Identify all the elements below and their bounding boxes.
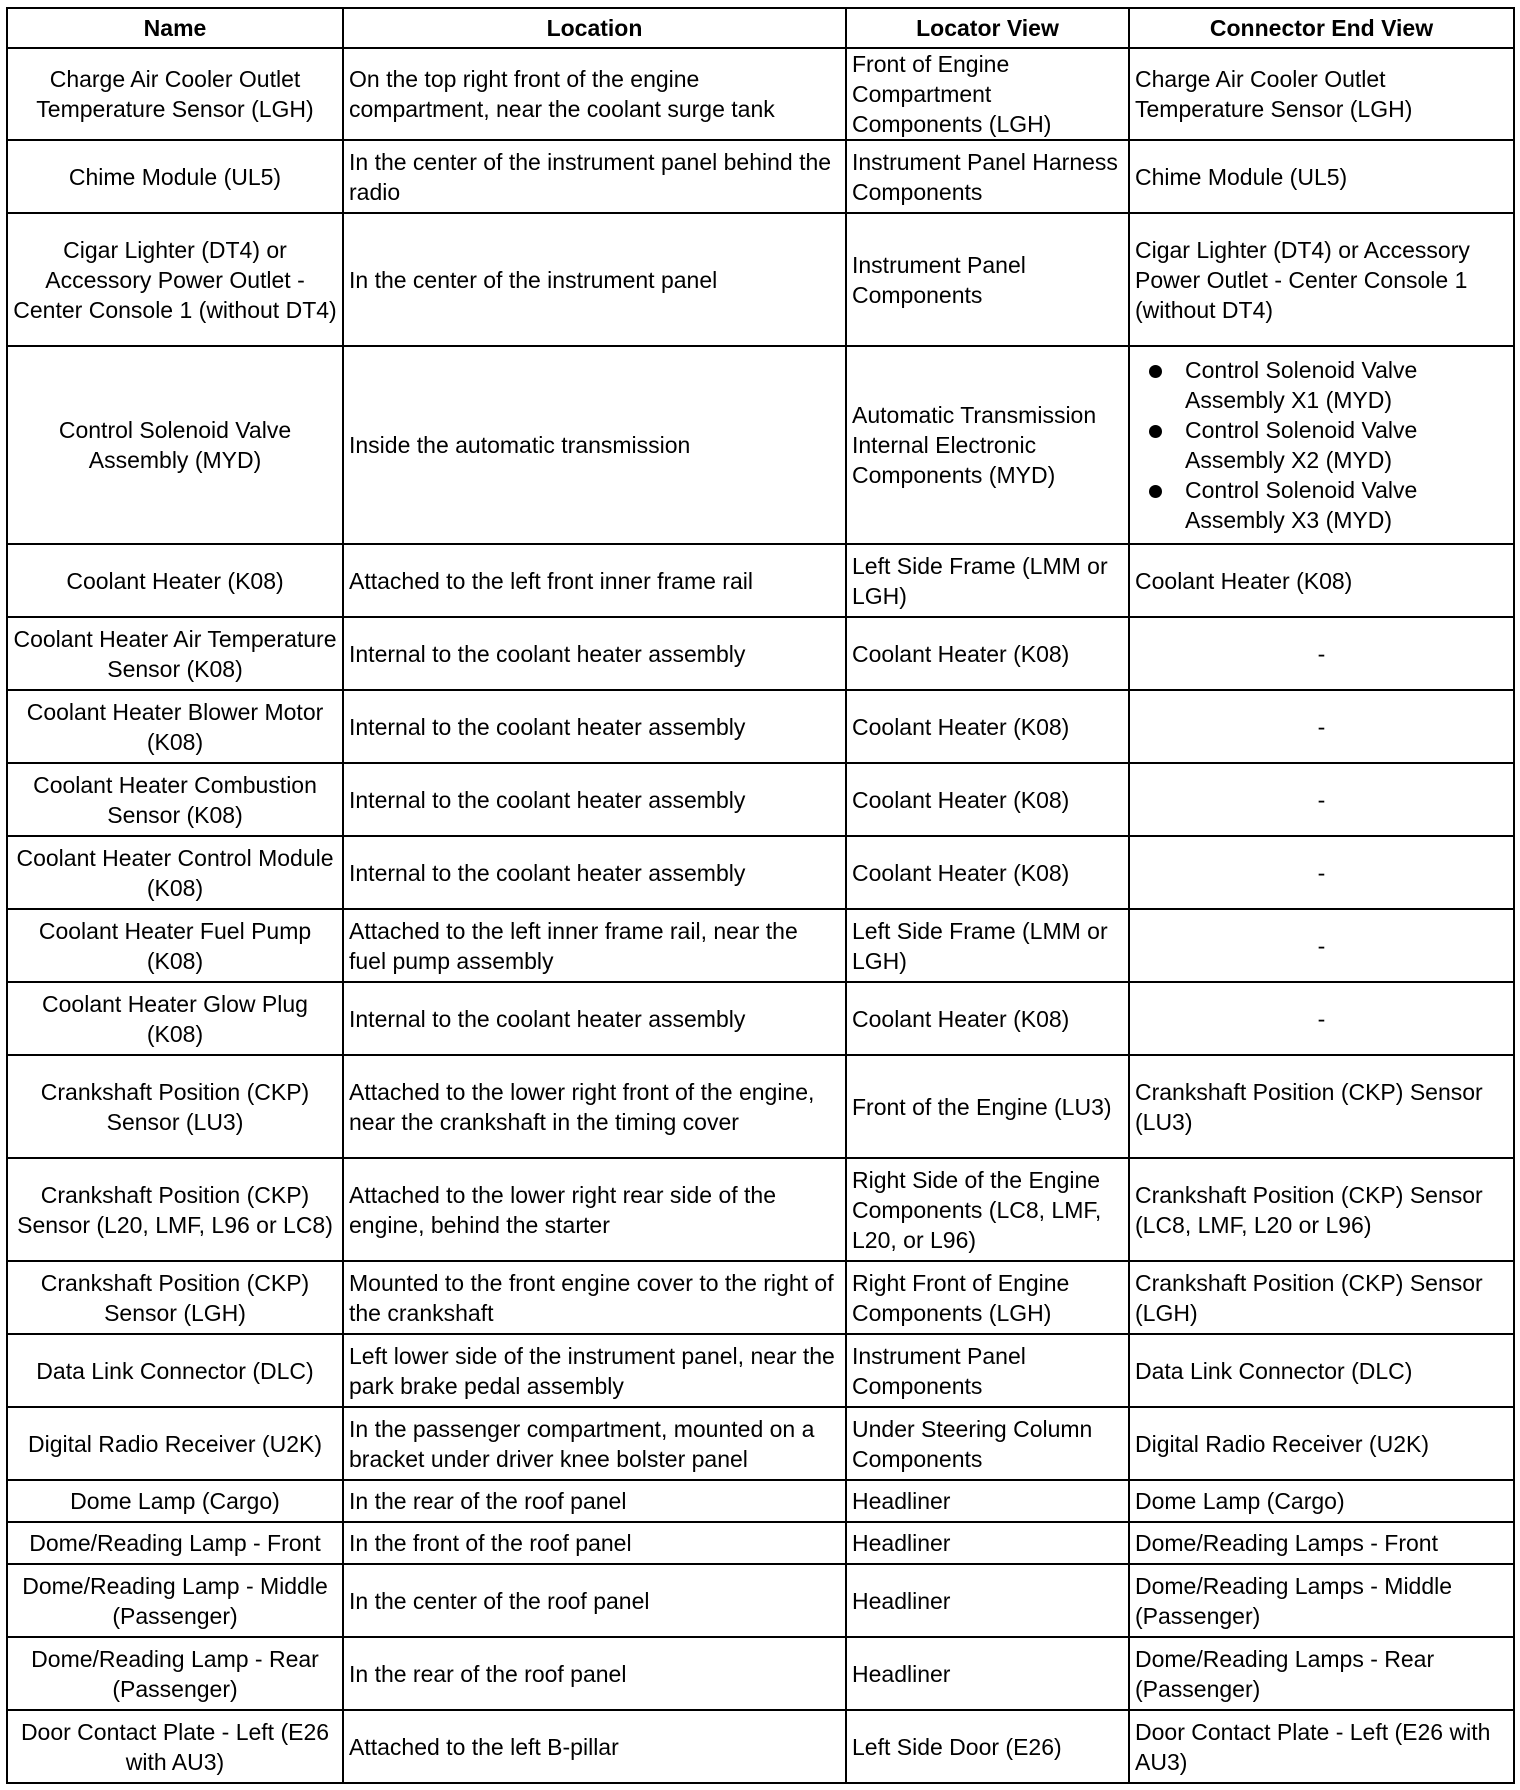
cell-locator-view-link[interactable]: Under Steering Column Components [846,1407,1129,1480]
cell-connector-end-view-link[interactable]: Cigar Lighter (DT4) or Accessory Power Outlet - Center Console 1 (without DT4) [1129,213,1514,346]
table-row [7,909,1514,982]
cell-location: Attached to the left inner frame rail, near the fuel pump assembly [343,909,846,982]
cell-name: Coolant Heater Control Module (K08) [7,836,343,909]
cell-connector-end-view-link[interactable]: Crankshaft Position (CKP) Sensor (LU3) [1129,1055,1514,1158]
header-connector-end-view: Connector End View [1129,8,1514,48]
cell-locator-view-link[interactable]: Coolant Heater (K08) [846,836,1129,909]
cell-locator-view-link[interactable]: Front of Engine Compartment Components (LGH) [846,48,1129,140]
cell-location: Internal to the coolant heater assembly [343,617,846,690]
cell-connector-end-view-link[interactable]: Coolant Heater (K08) [1129,544,1514,617]
cell-connector-end-view-link[interactable]: Dome/Reading Lamps - Rear (Passenger) [1129,1637,1514,1710]
cell-name: Data Link Connector (DLC) [7,1334,343,1407]
component-table [6,7,1515,1784]
cell-connector-end-view-link[interactable]: Charge Air Cooler Outlet Temperature Sensor (LGH) [1129,48,1514,140]
cell-name: Door Contact Plate - Left (E26 with AU3) [7,1710,343,1783]
cell-connector-end-view-link[interactable]: Dome/Reading Lamps - Front [1129,1522,1514,1564]
table-row [7,1564,1514,1637]
table-row [7,1637,1514,1710]
header-location: Location [343,8,846,48]
cell-locator-view-link[interactable]: Right Front of Engine Components (LGH) [846,1261,1129,1334]
cell-locator-view-link[interactable]: Coolant Heater (K08) [846,690,1129,763]
cell-location: Internal to the coolant heater assembly [343,690,846,763]
cell-name: Chime Module (UL5) [7,140,343,213]
connector-bullet-text: Control Solenoid Valve Assembly X3 (MYD) [1185,477,1418,533]
connector-bullet-text: Control Solenoid Valve Assembly X2 (MYD) [1185,417,1418,473]
cell-location: Attached to the left B-pillar [343,1710,846,1783]
cell-name: Digital Radio Receiver (U2K) [7,1407,343,1480]
cell-connector-end-view-link[interactable]: Data Link Connector (DLC) [1129,1334,1514,1407]
cell-location: Internal to the coolant heater assembly [343,836,846,909]
table-row [7,346,1514,544]
table-row [7,1158,1514,1261]
cell-name: Control Solenoid Valve Assembly (MYD) [7,346,343,544]
cell-name: Coolant Heater Blower Motor (K08) [7,690,343,763]
table-row [7,1522,1514,1564]
cell-connector-end-view-empty: - [1129,763,1514,836]
cell-connector-end-view-empty: - [1129,617,1514,690]
cell-locator-view-link[interactable]: Right Side of the Engine Components (LC8, LMF, L20, or L96) [846,1158,1129,1261]
cell-connector-end-view-link[interactable]: Chime Module (UL5) [1129,140,1514,213]
table-row [7,1710,1514,1783]
cell-location: Attached to the lower right front of the engine, near the crankshaft in the timing cover [343,1055,846,1158]
cell-name: Dome Lamp (Cargo) [7,1480,343,1522]
cell-locator-view-link[interactable]: Coolant Heater (K08) [846,982,1129,1055]
cell-location: In the center of the roof panel [343,1564,846,1637]
table-row [7,1407,1514,1480]
connector-bullet-item[interactable] [1149,475,1508,535]
cell-name: Coolant Heater Combustion Sensor (K08) [7,763,343,836]
cell-locator-view-link[interactable]: Headliner [846,1480,1129,1522]
cell-location: Internal to the coolant heater assembly [343,982,846,1055]
cell-name: Cigar Lighter (DT4) or Accessory Power Outlet - Center Console 1 (without DT4) [7,213,343,346]
header-locator-view: Locator View [846,8,1129,48]
table-row [7,213,1514,346]
cell-connector-end-view-empty: - [1129,836,1514,909]
cell-connector-end-view-link[interactable]: Door Contact Plate - Left (E26 with AU3) [1129,1710,1514,1783]
cell-connector-end-view-link[interactable]: Dome Lamp (Cargo) [1129,1480,1514,1522]
cell-location: Attached to the left front inner frame rail [343,544,846,617]
component-locator-document [6,7,1513,1784]
cell-locator-view-link[interactable]: Left Side Frame (LMM or LGH) [846,909,1129,982]
connector-bullet-item[interactable] [1149,415,1508,475]
connector-bullet-list [1135,355,1508,535]
cell-location: In the passenger compartment, mounted on a bracket under driver knee bolster panel [343,1407,846,1480]
cell-locator-view-link[interactable]: Coolant Heater (K08) [846,763,1129,836]
connector-bullet-text: Control Solenoid Valve Assembly X1 (MYD) [1185,357,1418,413]
cell-connector-end-view-empty: - [1129,909,1514,982]
table-header-row [7,8,1514,48]
cell-location: Inside the automatic transmission [343,346,846,544]
cell-name: Dome/Reading Lamp - Rear (Passenger) [7,1637,343,1710]
cell-location: Attached to the lower right rear side of the engine, behind the starter [343,1158,846,1261]
cell-name: Coolant Heater Glow Plug (K08) [7,982,343,1055]
table-row [7,1334,1514,1407]
table-row [7,836,1514,909]
cell-connector-end-view-link[interactable]: Dome/Reading Lamps - Middle (Passenger) [1129,1564,1514,1637]
cell-connector-end-view-link[interactable]: Crankshaft Position (CKP) Sensor (LGH) [1129,1261,1514,1334]
table-row [7,982,1514,1055]
table-row [7,1480,1514,1522]
cell-locator-view-link[interactable]: Headliner [846,1564,1129,1637]
cell-name: Crankshaft Position (CKP) Sensor (LU3) [7,1055,343,1158]
cell-name: Coolant Heater (K08) [7,544,343,617]
cell-name: Charge Air Cooler Outlet Temperature Sensor (LGH) [7,48,343,140]
cell-locator-view-link[interactable]: Instrument Panel Harness Components [846,140,1129,213]
cell-locator-view-link[interactable]: Automatic Transmission Internal Electronic Components (MYD) [846,346,1129,544]
cell-connector-end-view-empty: - [1129,690,1514,763]
cell-connector-end-view-link[interactable]: Digital Radio Receiver (U2K) [1129,1407,1514,1480]
cell-locator-view-link[interactable]: Front of the Engine (LU3) [846,1055,1129,1158]
cell-name: Crankshaft Position (CKP) Sensor (L20, LMF, L96 or LC8) [7,1158,343,1261]
cell-connector-end-view-list [1129,346,1514,544]
table-row [7,1261,1514,1334]
table-row [7,140,1514,213]
bullet-icon [1149,485,1162,498]
table-row [7,690,1514,763]
cell-locator-view-link[interactable]: Instrument Panel Components [846,1334,1129,1407]
cell-location: Internal to the coolant heater assembly [343,763,846,836]
header-name: Name [7,8,343,48]
connector-bullet-item[interactable] [1149,355,1508,415]
cell-locator-view-link[interactable]: Headliner [846,1522,1129,1564]
cell-locator-view-link[interactable]: Instrument Panel Components [846,213,1129,346]
cell-connector-end-view-empty: - [1129,982,1514,1055]
table-row [7,617,1514,690]
cell-name: Crankshaft Position (CKP) Sensor (LGH) [7,1261,343,1334]
cell-locator-view-link[interactable]: Left Side Frame (LMM or LGH) [846,544,1129,617]
cell-location: On the top right front of the engine compartment, near the coolant surge tank [343,48,846,140]
cell-locator-view-link[interactable]: Left Side Door (E26) [846,1710,1129,1783]
cell-location: In the center of the instrument panel behind the radio [343,140,846,213]
table-row [7,48,1514,140]
cell-name: Dome/Reading Lamp - Front [7,1522,343,1564]
cell-location: In the center of the instrument panel [343,213,846,346]
cell-locator-view-link[interactable]: Coolant Heater (K08) [846,617,1129,690]
cell-name: Dome/Reading Lamp - Middle (Passenger) [7,1564,343,1637]
cell-location: Left lower side of the instrument panel, near the park brake pedal assembly [343,1334,846,1407]
cell-location: In the rear of the roof panel [343,1637,846,1710]
table-row [7,544,1514,617]
cell-location: Mounted to the front engine cover to the right of the crankshaft [343,1261,846,1334]
cell-location: In the front of the roof panel [343,1522,846,1564]
cell-location: In the rear of the roof panel [343,1480,846,1522]
table-row [7,1055,1514,1158]
table-row [7,763,1514,836]
cell-locator-view-link[interactable]: Headliner [846,1637,1129,1710]
cell-name: Coolant Heater Air Temperature Sensor (K08) [7,617,343,690]
cell-name: Coolant Heater Fuel Pump (K08) [7,909,343,982]
bullet-icon [1149,425,1162,438]
cell-connector-end-view-link[interactable]: Crankshaft Position (CKP) Sensor (LC8, LMF, L20 or L96) [1129,1158,1514,1261]
bullet-icon [1149,365,1162,378]
